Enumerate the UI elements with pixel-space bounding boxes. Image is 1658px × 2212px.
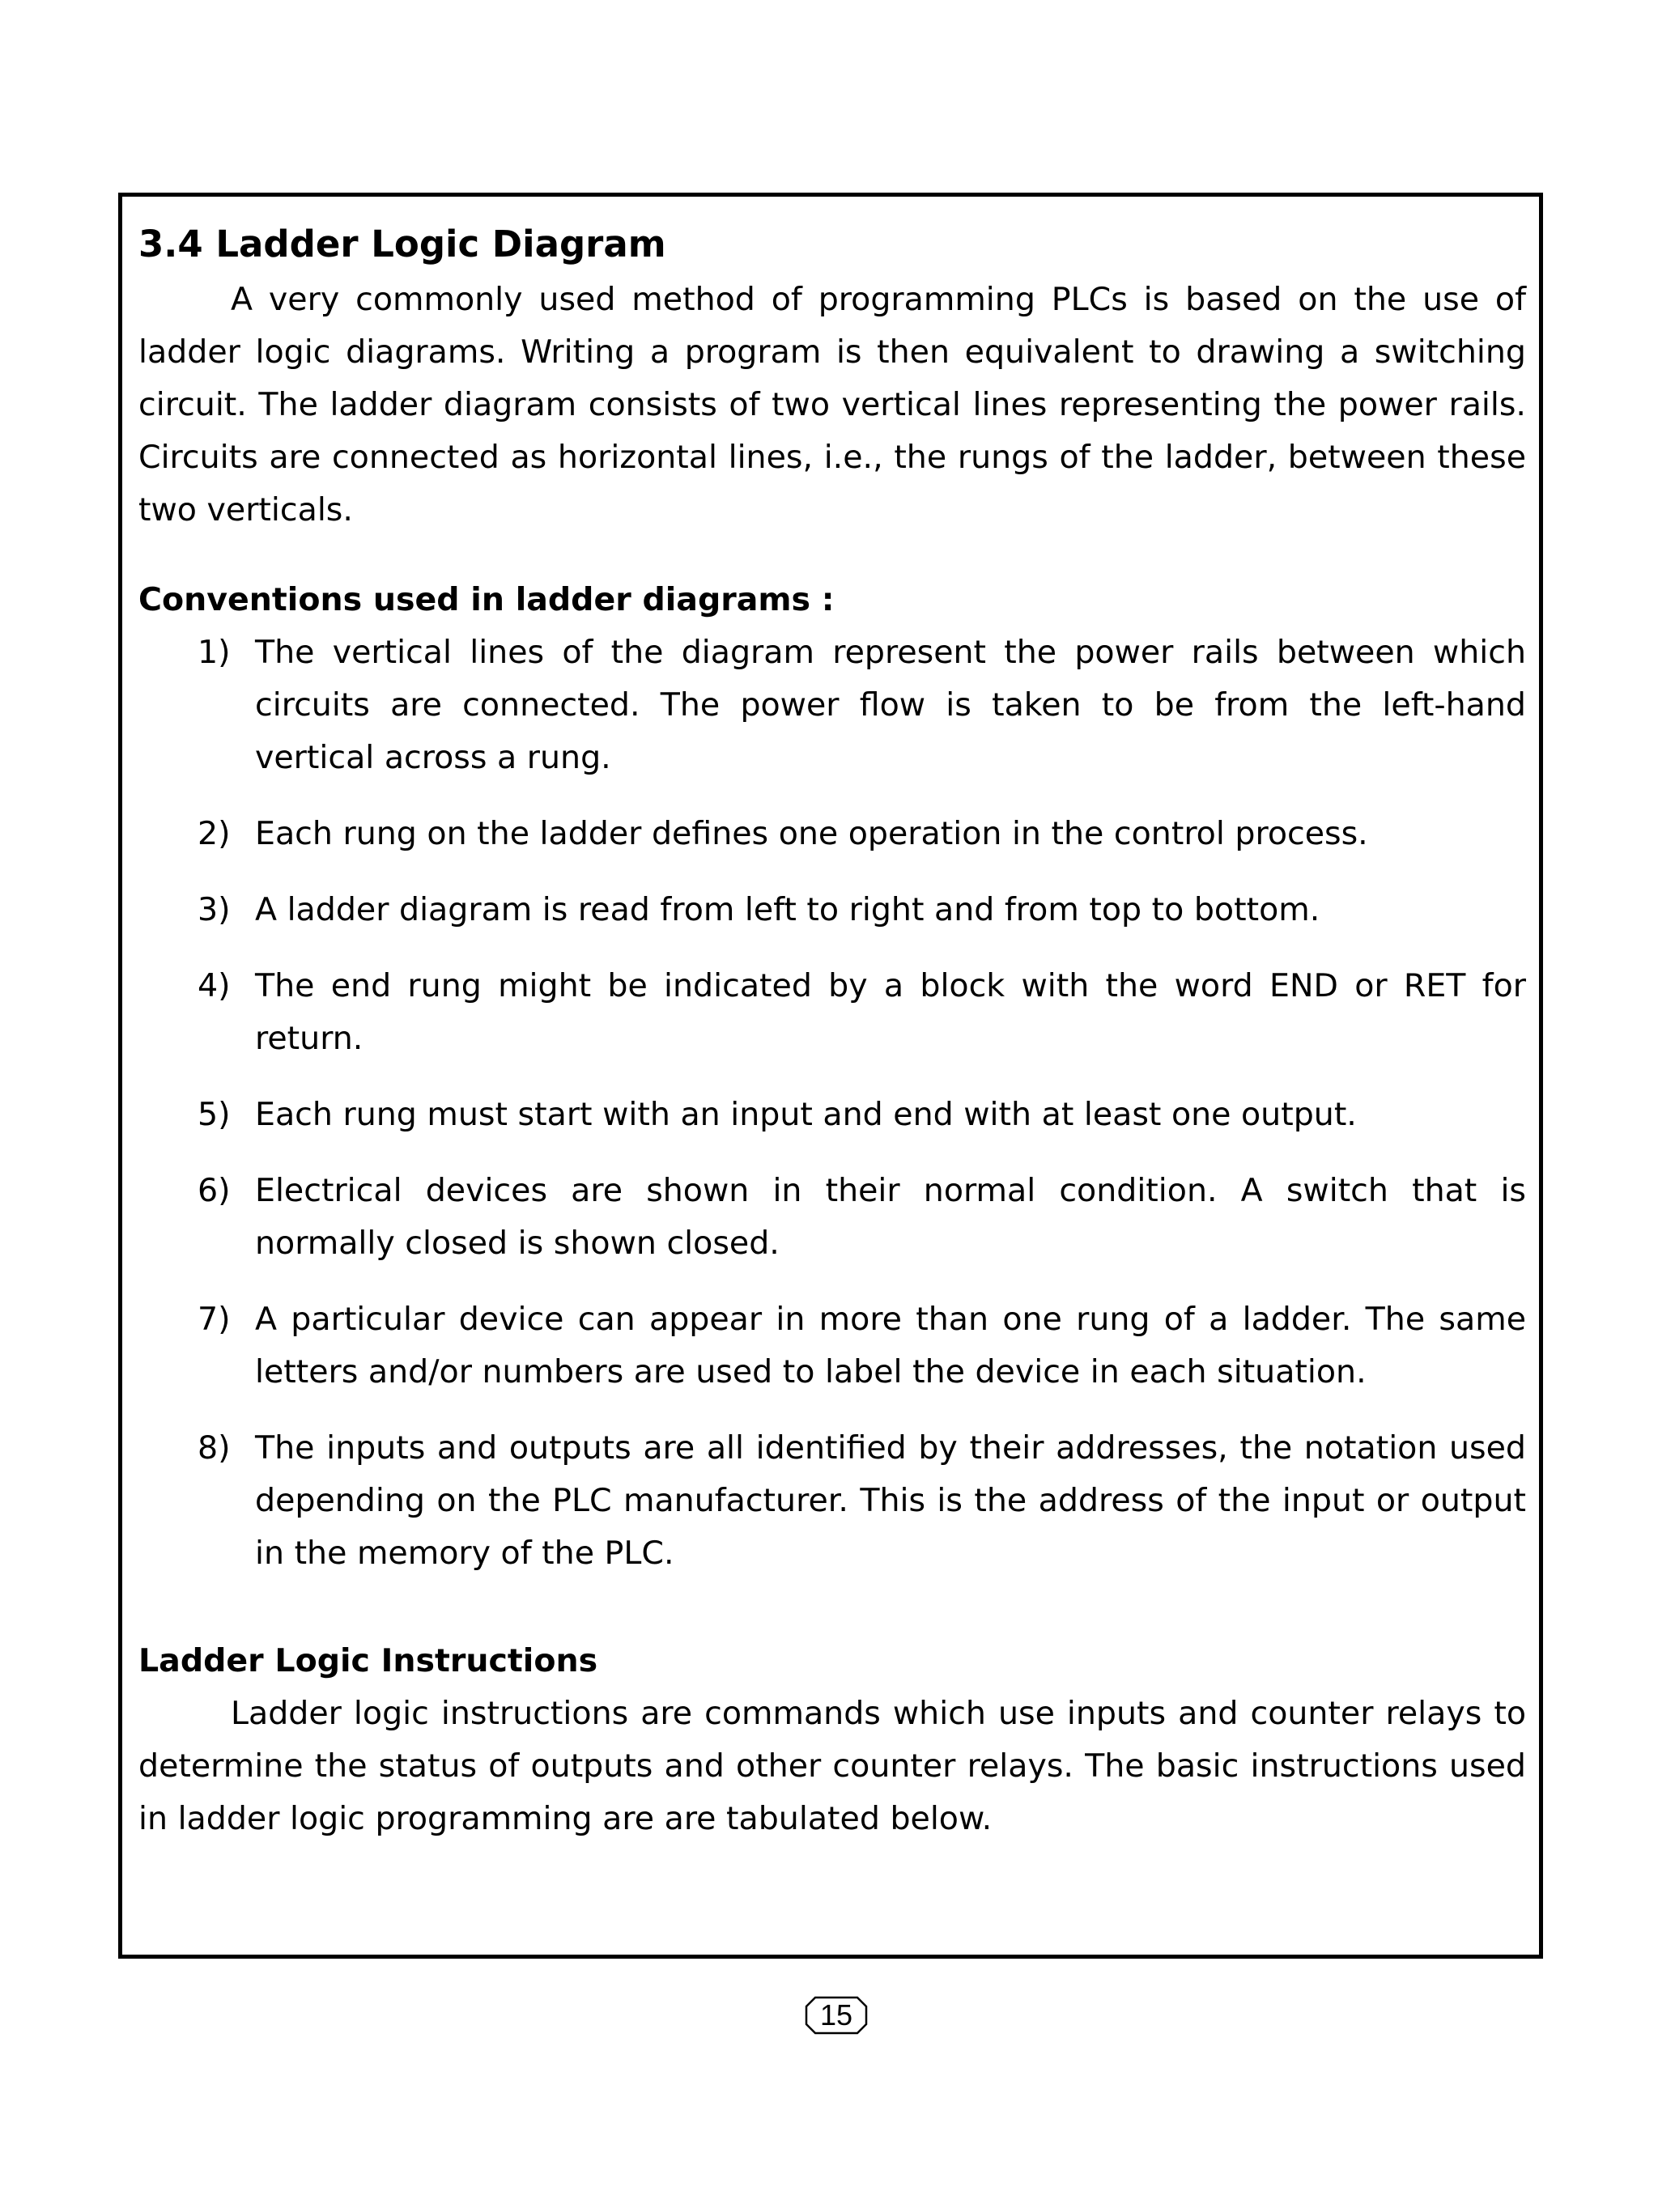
instructions-paragraph: Ladder logic instructions are commands which use inputs and counter relays to determine the status of outputs and other counter relays. The basic instructions used in ladder logic programming are are tabulated below. bbox=[138, 1695, 1526, 1837]
list-item-number: 8) bbox=[198, 1429, 231, 1467]
page-number-badge bbox=[804, 1995, 869, 2036]
list-item bbox=[138, 1293, 1526, 1399]
list-item bbox=[138, 960, 1526, 1065]
instructions-heading: Ladder Logic Instructions bbox=[138, 1642, 598, 1679]
list-item-text: The inputs and outputs are all identified by their addresses, the notation used depending on the PLC manufacturer. This is the address of the input or output in the memory of the PLC. bbox=[255, 1429, 1526, 1572]
page-number: 15 bbox=[819, 1998, 853, 2032]
list-item-text: Electrical devices are shown in their normal condition. A switch that is normally closed is shown closed. bbox=[255, 1172, 1526, 1262]
list-item bbox=[138, 1165, 1526, 1270]
list-item-number: 1) bbox=[198, 634, 231, 671]
list-item bbox=[138, 884, 1526, 936]
list-item-number: 2) bbox=[198, 815, 231, 852]
list-item-text: A particular device can appear in more than one rung of a ladder. The same letters and/or numbers are used to label the device in each situation. bbox=[255, 1301, 1526, 1390]
list-item-number: 6) bbox=[198, 1172, 231, 1209]
list-item bbox=[138, 1422, 1526, 1580]
list-item-text: A ladder diagram is read from left to right and from top to bottom. bbox=[255, 891, 1320, 928]
list-item bbox=[138, 626, 1526, 784]
section-title: 3.4 Ladder Logic Diagram bbox=[138, 223, 666, 265]
page-content bbox=[138, 215, 1526, 1845]
list-item-text: The end rung might be indicated by a block with the word END or RET for return. bbox=[255, 967, 1526, 1057]
conventions-heading: Conventions used in ladder diagrams : bbox=[138, 581, 835, 618]
list-item-text: Each rung must start with an input and end with at least one output. bbox=[255, 1096, 1357, 1133]
list-item-number: 4) bbox=[198, 967, 231, 1004]
list-item bbox=[138, 808, 1526, 860]
list-item bbox=[138, 1089, 1526, 1141]
list-item-number: 7) bbox=[198, 1301, 231, 1338]
list-item-text: Each rung on the ladder defines one operation in the control process. bbox=[255, 815, 1368, 852]
intro-paragraph: A very commonly used method of programming PLCs is based on the use of ladder logic diagrams. Writing a program is then equivalent to drawing a switching circuit. The ladder diagram consists of two vertical lines representing the power rails. Circuits are connected as horizontal lines, i.e., the rungs of the ladder, between these two verticals. bbox=[138, 281, 1526, 529]
conventions-list bbox=[138, 626, 1526, 1580]
list-item-text: The vertical lines of the diagram represent the power rails between which circuits are connected. The power flow is taken to be from the left-hand vertical across a rung. bbox=[255, 634, 1526, 776]
list-item-number: 5) bbox=[198, 1096, 231, 1133]
list-item-number: 3) bbox=[198, 891, 231, 928]
